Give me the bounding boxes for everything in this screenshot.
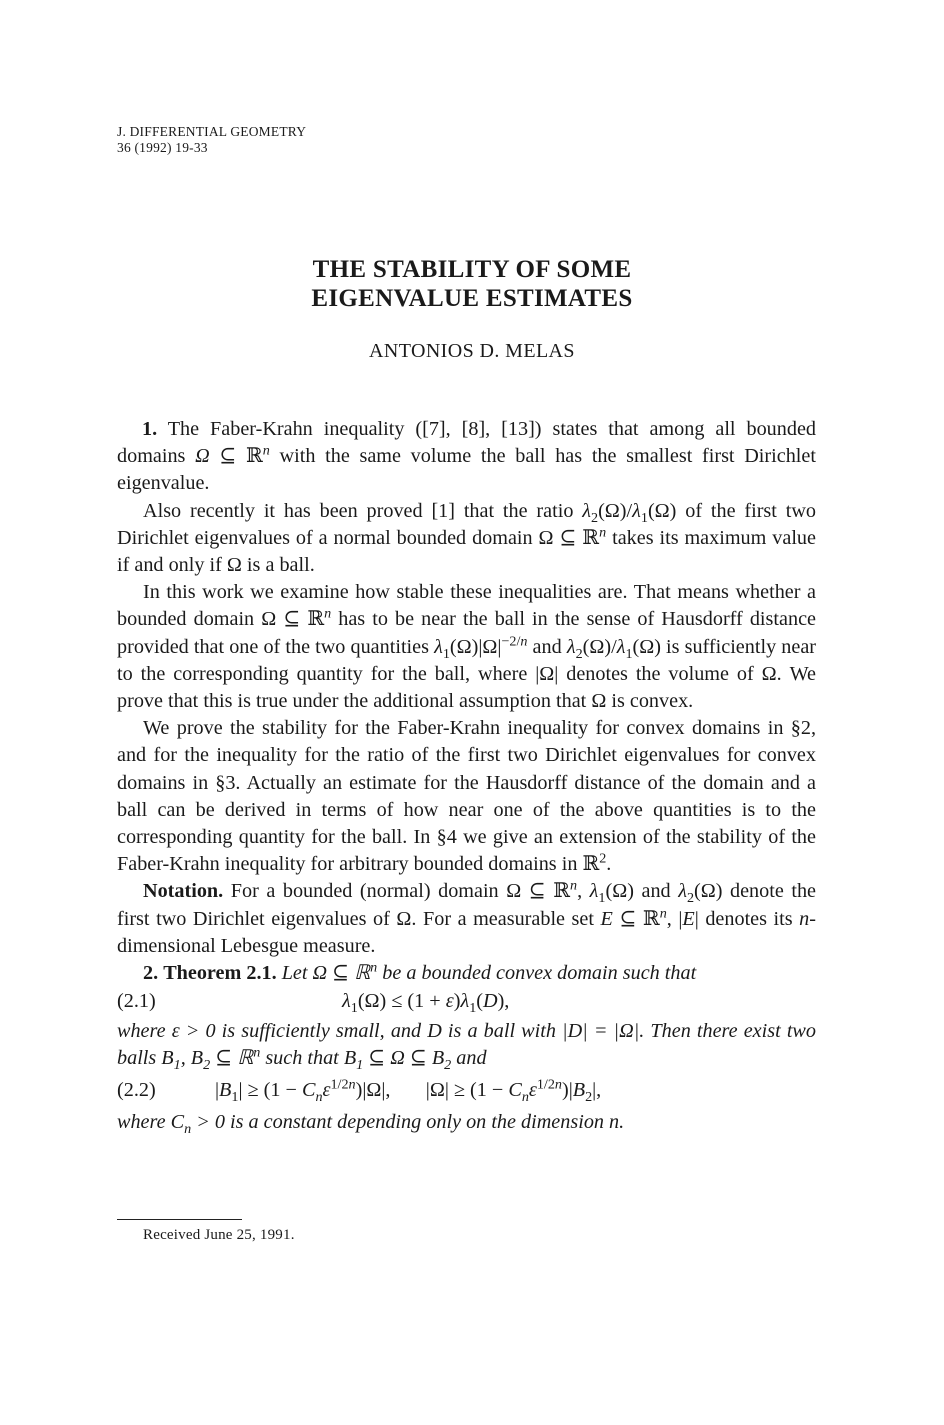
notation-paragraph: Notation. For a bounded (normal) domain Ω ⊆ ℝ$^n$, $\lambda_1(\Omega)$ and $\lambda_2(\Omega)$ denote the first two Dirichlet eigenvalues of Ω. For a measurable set E ⊆ ℝ$^n$, |E| denotes its n-dimensional Lebesgue measure. (117, 877, 817, 957)
section-number: 2. (143, 962, 159, 985)
section-number: 1. (142, 418, 158, 440)
paragraph: 1. The Faber-Krahn inequality ([7], [8], [13]) states that among all bounded domains Ω ⊆ ℝ$^n$ with the same volume the ball has the smallest first Dirichlet eigenvalue. (117, 418, 816, 495)
theorem-statement: 2. Theorem 2.1. Let Ω ⊆ ℝ$^n$ be a bounded convex domain such that (143, 959, 697, 985)
theorem-label: Theorem 2.1. (163, 962, 277, 985)
title-line-2: EIGENVALUE ESTIMATES (311, 285, 633, 312)
theorem-statement-continued: where ε > 0 is sufficiently small, and D is a ball with |D| = |Ω|. Then there exist two balls $B_1$, $B_2$ ⊆ ℝ$^n$ such that $B_1$ ⊆ Ω ⊆ $B_2$ and (117, 1020, 816, 1074)
equation-label: (2.2) (117, 1078, 156, 1101)
notation-label: Notation. (143, 880, 224, 903)
title-line-1: THE STABILITY OF SOME (312, 256, 632, 283)
paper-title (0, 255, 944, 313)
theorem-statement-end: where $C_n > 0$ is a constant depending only on the dimension n. (117, 1110, 625, 1137)
equation-2-2 (117, 1077, 816, 1105)
paragraph: We prove the stability for the Faber-Krahn inequality for convex domains in §2, and for the inequality for the ratio of the first two Dirichlet eigenvalues for convex domains in §3. Actually an estimate for the Hausdorff distance of the domain and a ball can be derived in terms of how near one of the above quantities is to the corresponding quantity for the ball. In §4 we give an extension of the stability of the Faber-Krahn inequality for arbitrary bounded domains in ℝ$^2$. (117, 717, 816, 876)
equation-label: (2.1) (117, 990, 156, 1013)
author-name: ANTONIOS D. MELAS (369, 340, 575, 362)
paragraph: In this work we examine how stable these inequalities are. That means whether a bounded domain Ω ⊆ ℝ$^n$ has to be near the ball in the sense of Hausdorff distance provided that one of the two quantities $\lambda_1(\Omega)|\Omega|^{-2/n}$ and $\lambda_2(\Omega)/\lambda_1(\Omega)$ is sufficiently near to the corresponding quantity for the ball, where |Ω| denotes the volume of Ω. We prove that this is true under the additional assumption that Ω is convex. (117, 581, 816, 713)
journal-name: J. DIFFERENTIAL GEOMETRY (117, 124, 307, 139)
equation-formula: $|B_1| \ge (1 - C_n\varepsilon^{1/2n})|\Omega|$, $|\Omega| \ge (1 - C_n\varepsilon^{1/2n})|B_2|$, (215, 1075, 602, 1105)
equation-2-1 (117, 988, 816, 1016)
equation-formula: $\lambda_1(\Omega) \le (1 + \varepsilon)\lambda_1(D)$, (342, 990, 510, 1017)
journal-volume: 36 (1992) 19-33 (117, 140, 208, 155)
body-text (117, 416, 816, 1136)
footnote: Received June 25, 1991. (143, 1227, 295, 1243)
footnote-rule (117, 1219, 242, 1220)
paragraph: Also recently it has been proved [1] that the ratio $\lambda_2(\Omega)/\lambda_1(\Omega)$ of the first two Dirichlet eigenvalues of a normal bounded domain Ω ⊆ ℝ$^n$ takes its maximum value if and only if Ω is a ball. (117, 499, 816, 577)
journal-header (117, 124, 306, 156)
